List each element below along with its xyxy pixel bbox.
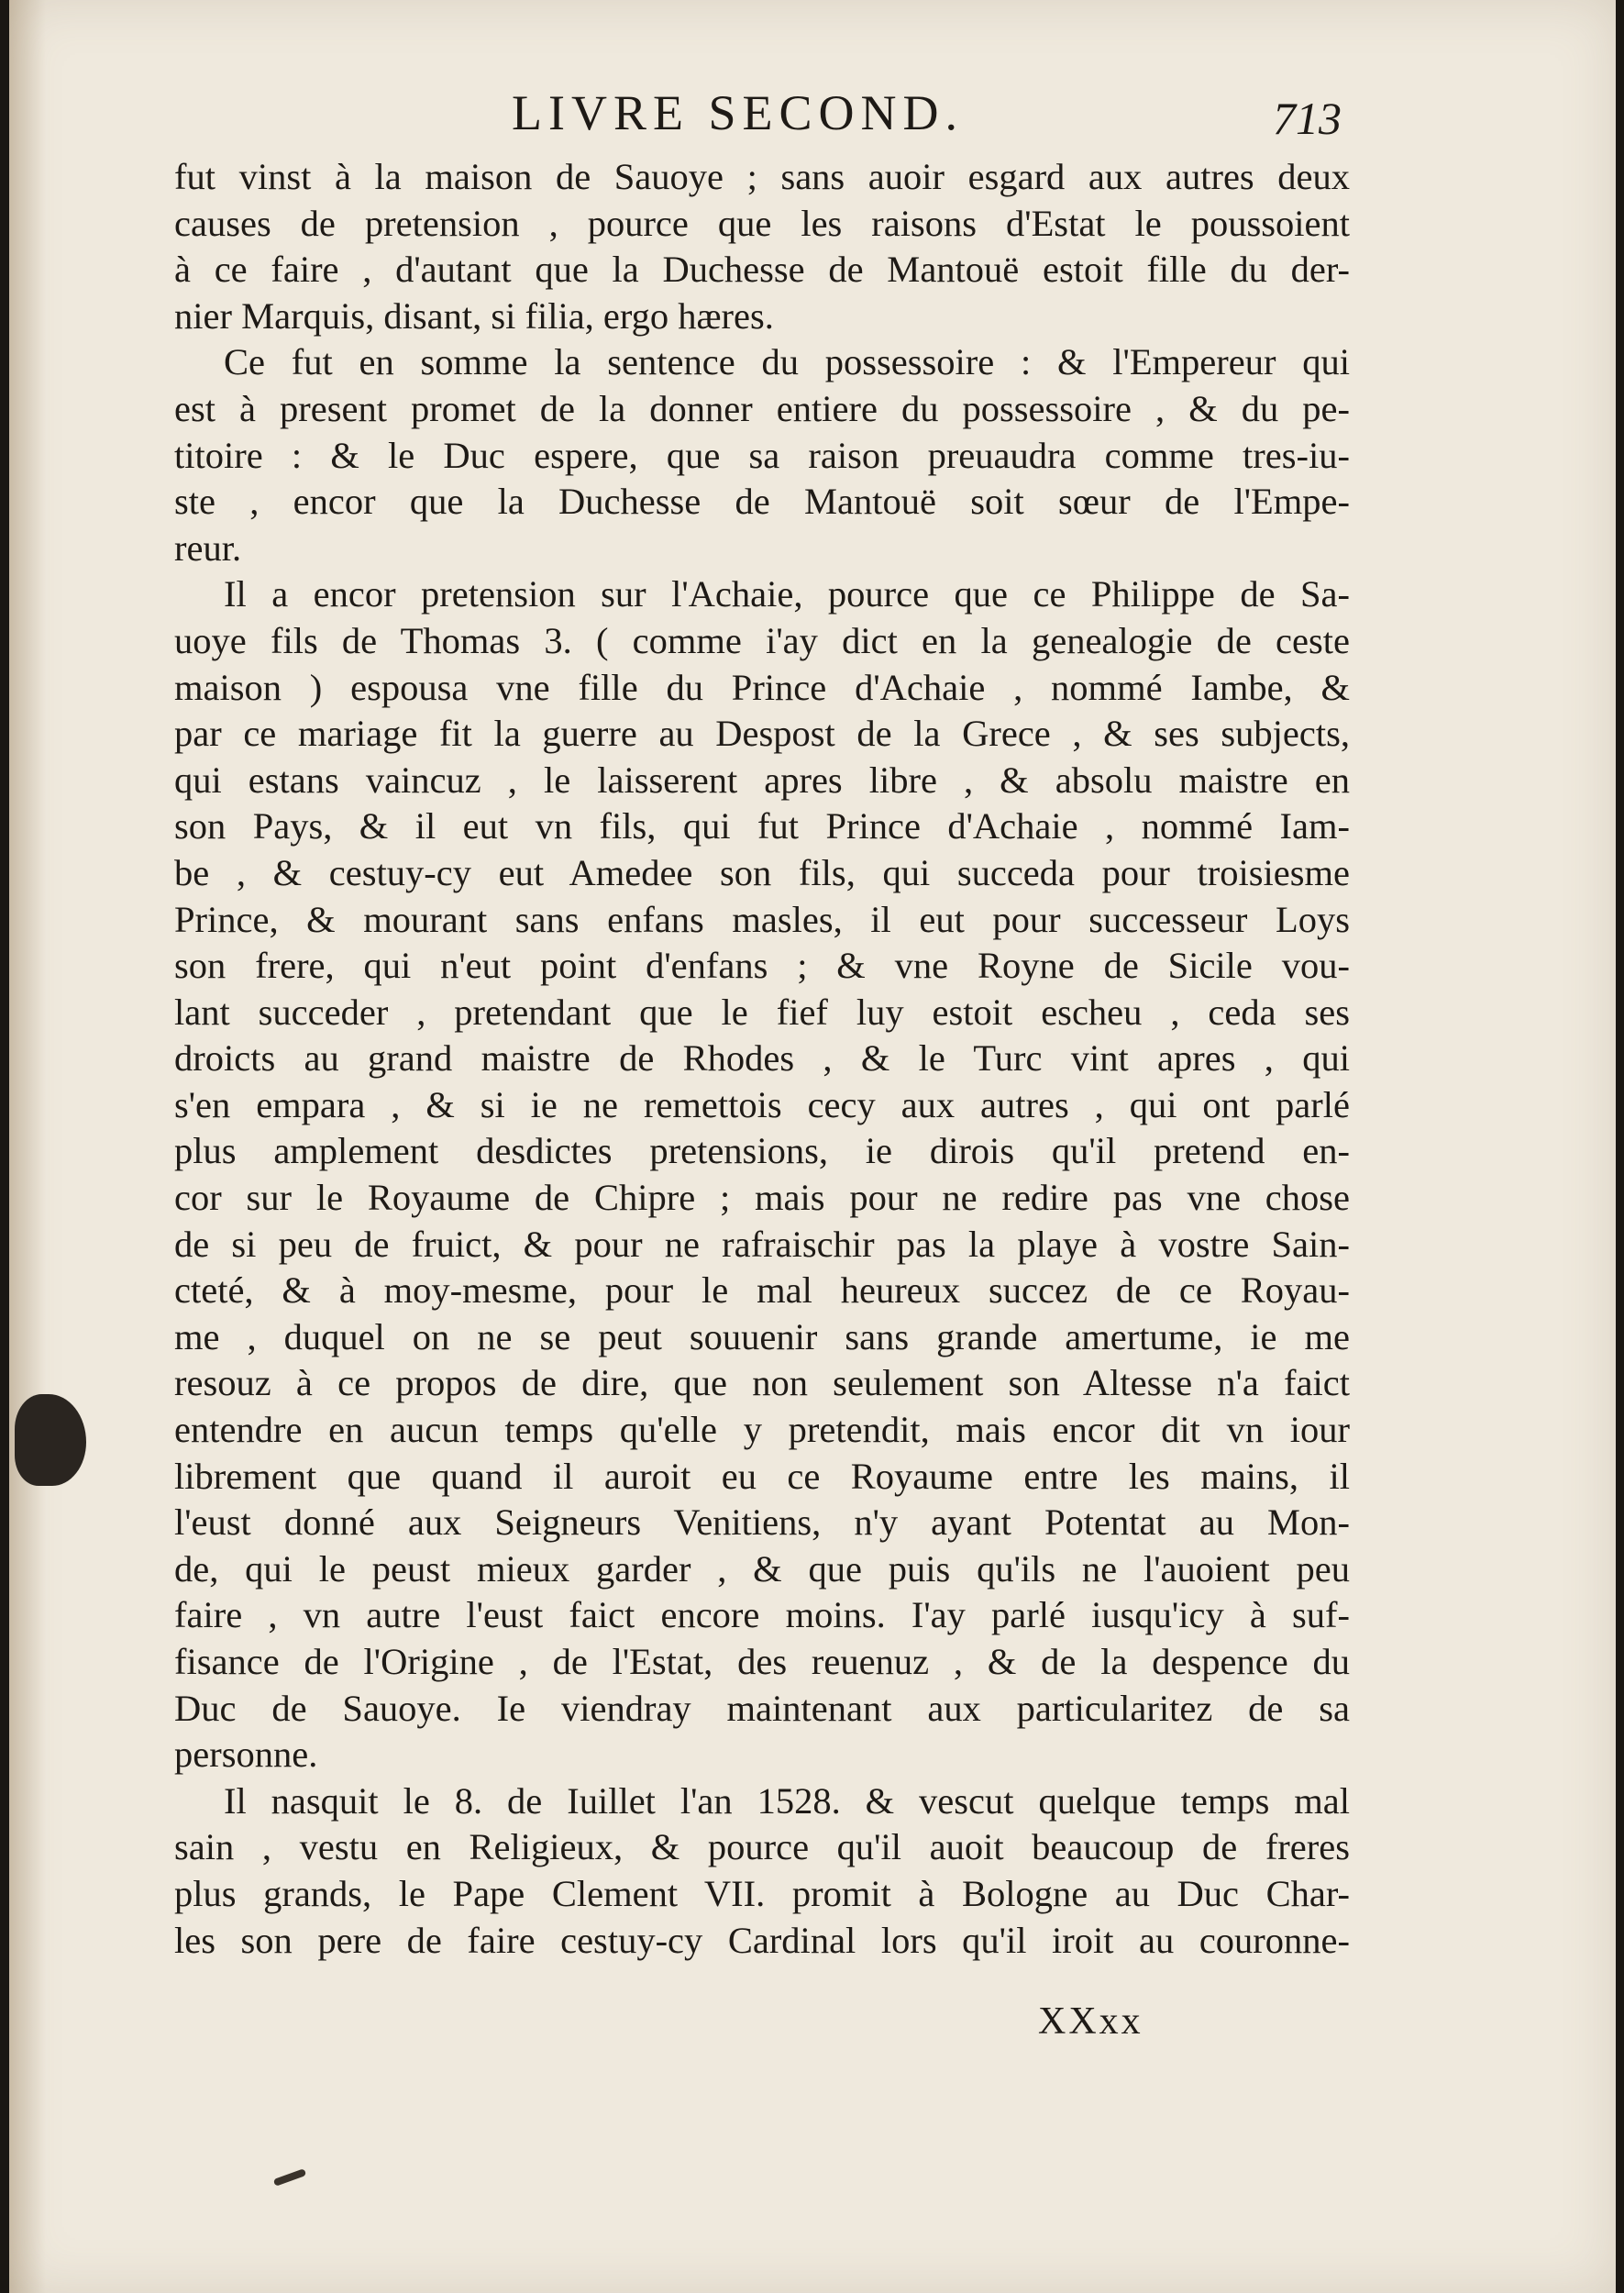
text-line: Il a encor pretension sur l'Achaie, pource que ce Philippe de Sa-: [224, 573, 1350, 615]
running-head: LIVRE SECOND.: [512, 85, 964, 140]
text-line: faire , vn autre l'eust faict encore moins. I'ay parlé iusqu'icy à suf-: [174, 1594, 1350, 1636]
text-line: de si peu de fruict, & pour ne rafraischir pas la playe à vostre Sain-: [174, 1223, 1350, 1265]
text-line: me , duquel on ne se peut souuenir sans grande amertume, ie me: [174, 1315, 1350, 1357]
text-line: Prince, & mourant sans enfans masles, il eut pour successeur Loys: [174, 898, 1350, 940]
text-line: à ce faire , d'autant que la Duchesse de Mantouë estoit fille du der-: [174, 249, 1350, 291]
text-line: s'en empara , & si ie ne remettois cecy aux autres , qui ont parlé: [174, 1083, 1350, 1125]
book-page: [9, 0, 1616, 2293]
text-line: cteté, & à moy-mesme, pour le mal heureux succez de ce Royau-: [174, 1269, 1350, 1312]
text-line: reur.: [174, 526, 242, 569]
text-line: causes de pretension , pource que les raisons d'Estat le poussoient: [174, 202, 1350, 244]
text-line: maison ) espousa vne fille du Prince d'Achaie , nommé Iambe, &: [174, 666, 1350, 708]
text-line: entendre en aucun temps qu'elle y pretendit, mais encor dit vn iour: [174, 1409, 1350, 1451]
text-line: lant succeder , pretendant que le fief luy estoit escheu , ceda ses: [174, 991, 1350, 1033]
text-line: titoire : & le Duc espere, que sa raison preuaudra comme tres-iu-: [174, 434, 1350, 476]
text-line: Ce fut en somme la sentence du possessoire : & l'Empereur qui: [224, 341, 1350, 383]
text-line: be , & cestuy-cy eut Amedee son fils, qui succeda pour troisiesme: [174, 851, 1350, 893]
text-line: est à present promet de la donner entiere du possessoire , & du pe-: [174, 387, 1350, 429]
text-line: Il nasquit le 8. de Iuillet l'an 1528. & vescut quelque temps mal: [224, 1779, 1350, 1822]
text-line: qui estans vaincuz , le laisserent apres libre , & absolu maistre en: [174, 759, 1350, 801]
text-line: les son pere de faire cestuy-cy Cardinal lors qu'il iroit au couronne-: [174, 1919, 1350, 1961]
text-line: son Pays, & il eut vn fils, qui fut Prince d'Achaie , nommé Iam-: [174, 805, 1350, 847]
text-line: plus grands, le Pape Clement VII. promit à Bologne au Duc Char-: [174, 1872, 1350, 1914]
text-line: fut vinst à la maison de Sauoye ; sans auoir esgard aux autres deux: [174, 156, 1350, 197]
page-header: [9, 84, 1616, 149]
body-text: [174, 154, 1350, 1964]
catchword: XXxx: [1038, 2000, 1143, 2043]
text-line: personne.: [174, 1734, 318, 1776]
text-line: par ce mariage fit la guerre au Despost de la Grece , & ses subjects,: [174, 713, 1350, 755]
text-line: Duc de Sauoye. Ie viendray maintenant aux particularitez de sa: [174, 1687, 1350, 1729]
text-line: fisance de l'Origine , de l'Estat, des reuenuz , & de la despence du: [174, 1641, 1350, 1682]
text-line: nier Marquis, disant, si filia, ergo hæres.: [174, 294, 774, 337]
text-line: son frere, qui n'eut point d'enfans ; & vne Royne de Sicile vou-: [174, 945, 1350, 987]
text-line: resouz à ce propos de dire, que non seulement son Altesse n'a faict: [174, 1362, 1350, 1404]
text-line: cor sur le Royaume de Chipre ; mais pour ne redire pas vne chose: [174, 1177, 1350, 1219]
text-line: de, qui le peust mieux garder , & que puis qu'ils ne l'auoient peu: [174, 1547, 1350, 1590]
text-line: sain , vestu en Religieux, & pource qu'il auoit beaucoup de freres: [174, 1826, 1350, 1868]
text-line: l'eust donné aux Seigneurs Venitiens, n'y ayant Potentat au Mon-: [174, 1501, 1350, 1544]
page-tab-mark: [15, 1394, 86, 1486]
text-line: ste , encor que la Duchesse de Mantouë soit sœur de l'Empe-: [174, 481, 1350, 523]
text-line: plus amplement desdictes pretensions, ie dirois qu'il pretend en-: [174, 1130, 1350, 1172]
page-number: 713: [1273, 93, 1342, 144]
ink-smudge: [273, 2168, 307, 2187]
text-line: droicts au grand maistre de Rhodes , & le Turc vint apres , qui: [174, 1037, 1350, 1080]
binding-gutter: [9, 0, 46, 2293]
text-line: uoye fils de Thomas 3. ( comme i'ay dict en la genealogie de ceste: [174, 619, 1350, 661]
text-line: librement que quand il auroit eu ce Royaume entre les mains, il: [174, 1455, 1350, 1497]
